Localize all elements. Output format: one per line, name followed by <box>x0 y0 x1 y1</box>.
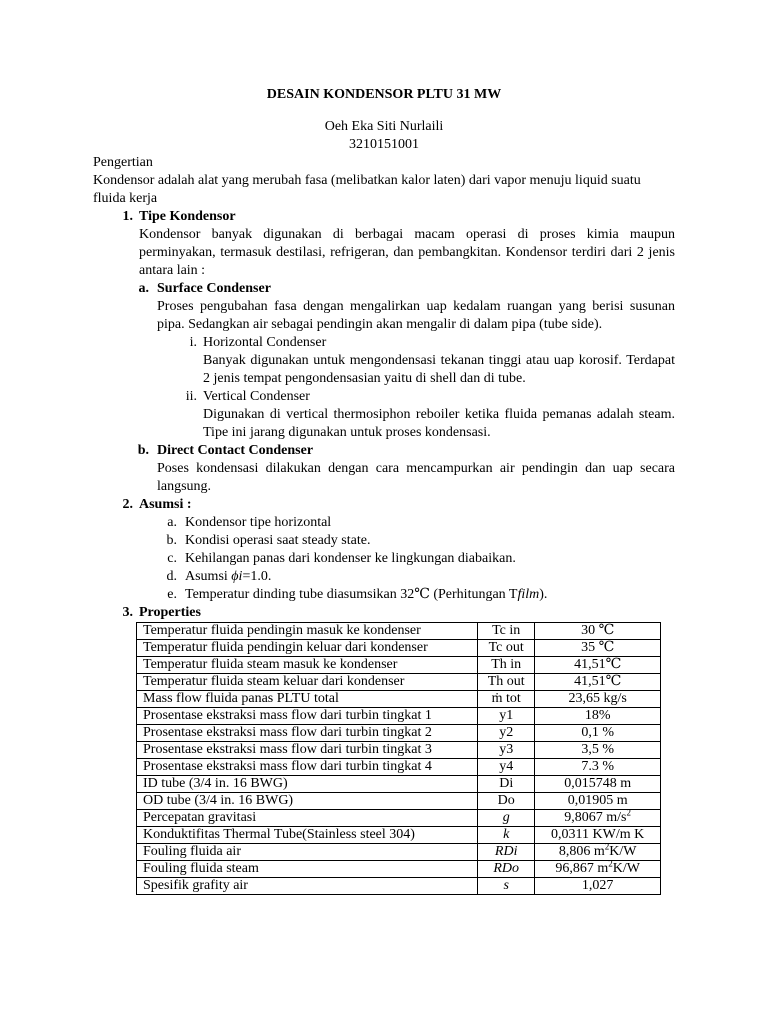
roman-number: ii. <box>185 389 197 404</box>
table-row <box>137 623 661 640</box>
property-symbol-cell: Do <box>478 793 535 810</box>
item-body: Banyak digunakan untuk mengondensasi tekanan tinggi atau uap korosif. Terdapat 2 jenis tempat pengondensasian yaitu di shell dan di tube. <box>203 353 675 386</box>
property-symbol-cell: RDi <box>478 844 535 861</box>
property-value-cell <box>535 725 661 742</box>
table-row <box>137 759 661 776</box>
list-item-number: b. <box>166 533 177 548</box>
property-symbol-cell: Th in <box>478 657 535 674</box>
list-item-text-post: ). <box>539 587 548 602</box>
property-symbol-cell: y2 <box>478 725 535 742</box>
list-item <box>166 568 675 586</box>
property-value: 23,65 kg/s <box>568 691 627 706</box>
property-value: 8,806 m <box>558 844 605 859</box>
section-number: 2. <box>122 497 133 512</box>
property-symbol-cell: Tc out <box>478 640 535 657</box>
property-value-cell <box>535 691 661 708</box>
property-value-cell <box>535 708 661 725</box>
roman-number: i. <box>189 335 197 350</box>
property-name-cell: Fouling fluida air <box>137 844 478 861</box>
value-superscript: 2 <box>604 841 610 852</box>
property-symbol-cell: Di <box>478 776 535 793</box>
list-item <box>167 550 675 568</box>
property-value: 30 ℃ <box>581 623 615 638</box>
item-body: Digunakan di vertical thermosiphon reboiler ketika fluida pemanas adalah steam. Tipe ini jarang digunakan untuk proses kondensasi. <box>203 407 675 440</box>
table-row <box>137 844 661 861</box>
list-item-number: c. <box>167 551 177 566</box>
section-number: 1. <box>122 209 133 224</box>
table-row <box>137 810 661 827</box>
section-number: 3. <box>122 605 133 620</box>
subsection-number: b. <box>137 443 149 458</box>
property-symbol-cell: y1 <box>478 708 535 725</box>
property-value-cell <box>535 841 661 861</box>
property-value-cell <box>535 807 661 827</box>
section-asumsi <box>122 496 675 514</box>
property-value: 7.3 % <box>581 759 614 774</box>
property-value-cell <box>535 776 661 793</box>
list-item <box>167 514 675 532</box>
item-heading: Horizontal Condenser <box>203 335 327 350</box>
item-horizontal-condenser <box>189 334 675 388</box>
value-unit-suffix: K/W <box>609 844 637 859</box>
table-row <box>137 776 661 793</box>
section-heading: Asumsi : <box>139 497 192 512</box>
item-heading: Vertical Condenser <box>203 389 310 404</box>
table-row <box>137 742 661 759</box>
property-name-cell: Mass flow fluida panas PLTU total <box>137 691 478 708</box>
table-row <box>137 708 661 725</box>
property-value: 41,51℃ <box>574 657 622 672</box>
property-name-cell: Prosentase ekstraksi mass flow dari turbin tingkat 2 <box>137 725 478 742</box>
subsection-heading: Direct Contact Condenser <box>157 443 314 458</box>
list-item <box>167 586 675 604</box>
subsection-direct-contact-condenser <box>137 442 675 496</box>
value-superscript: 2 <box>608 858 613 869</box>
list-item-text: Kondisi operasi saat steady state. <box>185 533 371 548</box>
property-value-cell <box>535 793 661 810</box>
property-symbol-cell: ṁ tot <box>478 691 535 708</box>
property-value-cell <box>535 858 661 878</box>
section-heading: Properties <box>139 605 201 620</box>
property-value-cell <box>535 827 661 844</box>
property-value-cell <box>535 878 661 895</box>
property-symbol-cell: s <box>478 878 535 895</box>
property-name-cell: Temperatur fluida pendingin masuk ke kondenser <box>137 623 478 640</box>
property-value-cell <box>535 657 661 674</box>
property-name-cell: Fouling fluida steam <box>137 861 478 878</box>
table-row <box>137 691 661 708</box>
assumption-list <box>166 514 675 604</box>
property-value: 3,5 % <box>581 742 614 757</box>
property-symbol-cell: RDo <box>478 861 535 878</box>
student-id: 3210151001 <box>349 137 419 152</box>
property-value: 1,027 <box>581 878 614 893</box>
list-item-text-pre: Temperatur dinding tube diasumsikan 32℃ (Perhitungan T <box>185 587 518 602</box>
list-item-text: Kondensor tipe horizontal <box>185 515 332 530</box>
table-row <box>137 725 661 742</box>
list-item <box>166 532 675 550</box>
subsection-surface-condenser <box>138 280 675 334</box>
section-tipe-kondensor <box>122 208 675 280</box>
property-value-cell <box>535 759 661 776</box>
property-value: 18% <box>584 708 611 723</box>
property-name-cell: OD tube (3/4 in. 16 BWG) <box>137 793 478 810</box>
property-value-cell <box>535 640 661 657</box>
property-symbol-cell: Tc in <box>478 623 535 640</box>
property-symbol-cell: g <box>478 810 535 827</box>
property-value: 0,0311 KW/m K <box>551 827 645 842</box>
list-item-number: e. <box>167 587 177 602</box>
property-symbol-cell: k <box>478 827 535 844</box>
table-row <box>137 674 661 691</box>
property-value: 9,8067 m/s <box>564 810 627 825</box>
section-body: Kondensor banyak digunakan di berbagai macam operasi di proses kimia maupun perminyakan, termasuk destilasi, refrigeran, dan pembangkitan. Kondensor terdiri dari 2 jenis antara lain : <box>139 227 675 278</box>
property-name-cell: Prosentase ekstraksi mass flow dari turbin tingkat 4 <box>137 759 478 776</box>
property-name-cell: Prosentase ekstraksi mass flow dari turbin tingkat 1 <box>137 708 478 725</box>
item-vertical-condenser <box>185 388 675 442</box>
property-value-cell <box>535 674 661 691</box>
properties-table-body <box>137 623 661 895</box>
property-name-cell: Temperatur fluida steam keluar dari kondenser <box>137 674 478 691</box>
property-value: 0,015748 m <box>564 776 632 791</box>
property-name-cell: Spesifik grafity air <box>137 878 478 895</box>
table-row <box>137 827 661 844</box>
property-value: 41,51℃ <box>574 674 622 689</box>
property-symbol-cell: y3 <box>478 742 535 759</box>
property-value-cell <box>535 742 661 759</box>
list-item-text: Kehilangan panas dari kondenser ke lingkungan diabaikan. <box>185 551 516 566</box>
subsection-body: Proses pengubahan fasa dengan mengalirkan uap kedalam ruangan yang berisi susunan pipa. Sedangkan air sebagai pendingin akan mengalir di dalam pipa (tube side). <box>157 299 675 332</box>
section-heading: Tipe Kondensor <box>139 209 236 224</box>
value-unit-suffix: K/W <box>612 861 640 876</box>
property-name-cell: Temperatur fluida steam masuk ke kondenser <box>137 657 478 674</box>
list-item-number: a. <box>167 515 177 530</box>
symbol-film: film <box>517 587 540 602</box>
list-item-number: d. <box>166 569 177 584</box>
subsection-heading: Surface Condenser <box>157 281 271 296</box>
table-row <box>137 878 661 895</box>
intro-heading: Pengertian <box>93 155 153 170</box>
table-row <box>137 861 661 878</box>
table-row <box>137 793 661 810</box>
property-value-cell <box>535 623 661 640</box>
list-item-text-pre: Asumsi <box>185 569 232 584</box>
property-value: 0,01905 m <box>567 793 628 808</box>
subsection-number: a. <box>138 281 149 296</box>
property-name-cell: Temperatur fluida pendingin keluar dari kondenser <box>137 640 478 657</box>
section-properties <box>122 604 675 622</box>
document-title: DESAIN KONDENSOR PLTU 31 MW <box>266 87 502 102</box>
property-symbol-cell: Th out <box>478 674 535 691</box>
property-value: 35 ℃ <box>581 640 615 655</box>
property-name-cell: ID tube (3/4 in. 16 BWG) <box>137 776 478 793</box>
table-row <box>137 640 661 657</box>
property-value: 0,1 % <box>581 725 614 740</box>
value-superscript: 2 <box>626 807 632 818</box>
list-item-text-post: =1.0. <box>242 569 272 584</box>
property-symbol-cell: y4 <box>478 759 535 776</box>
author-name: Oeh Eka Siti Nurlaili <box>324 119 444 134</box>
property-name-cell: Prosentase ekstraksi mass flow dari turbin tingkat 3 <box>137 742 478 759</box>
property-value: 96,867 m <box>555 861 609 876</box>
property-name-cell: Percepatan gravitasi <box>137 810 478 827</box>
properties-table <box>136 622 661 895</box>
document-page <box>93 86 675 895</box>
property-name-cell: Konduktifitas Thermal Tube(Stainless steel 304) <box>137 827 478 844</box>
symbol-phi-i: ϕi <box>231 569 243 584</box>
table-row <box>137 657 661 674</box>
subsection-body: Poses kondensasi dilakukan dengan cara mencampurkan air pendingin dan uap secara langsung. <box>157 461 675 494</box>
intro-text: Kondensor adalah alat yang merubah fasa (melibatkan kalor laten) dari vapor menuju liquid suatu fluida kerja <box>93 173 641 206</box>
